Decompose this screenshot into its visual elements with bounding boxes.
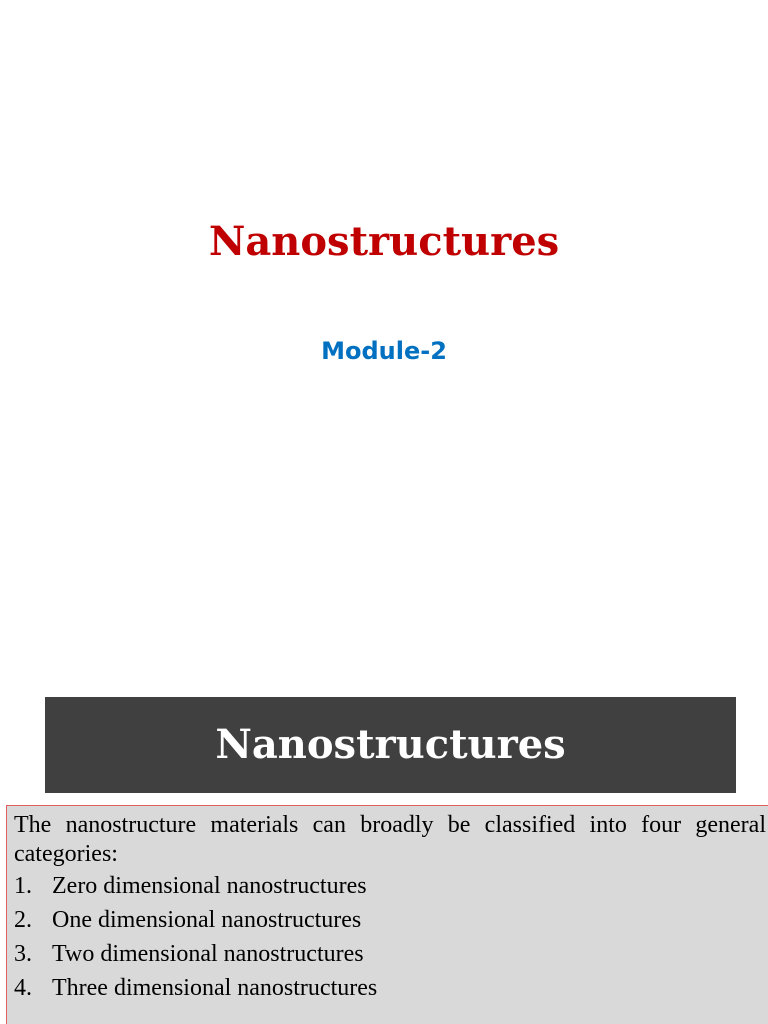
list-item-number: 1. [14,873,32,899]
slide-title: Nanostructures [208,218,560,265]
list-item-label: Two dimensional nanostructures [52,941,364,967]
section-title: Nanostructures [215,721,566,768]
list-item [14,974,754,1003]
intro-text: The nanostructure materials can broadly be classified into four general categories: [14,812,766,867]
list-item [14,940,754,969]
list-item [14,906,754,935]
slide-subtitle: Module-2 [321,337,447,365]
list-item-number: 4. [14,975,32,1001]
list-item-number: 3. [14,941,32,967]
list-item-label: Three dimensional nanostructures [52,975,378,1001]
list-item-label: One dimensional nanostructures [52,907,362,933]
list-item-number: 2. [14,907,32,933]
list-item [14,872,754,901]
list-item-label: Zero dimensional nanostructures [52,873,367,899]
